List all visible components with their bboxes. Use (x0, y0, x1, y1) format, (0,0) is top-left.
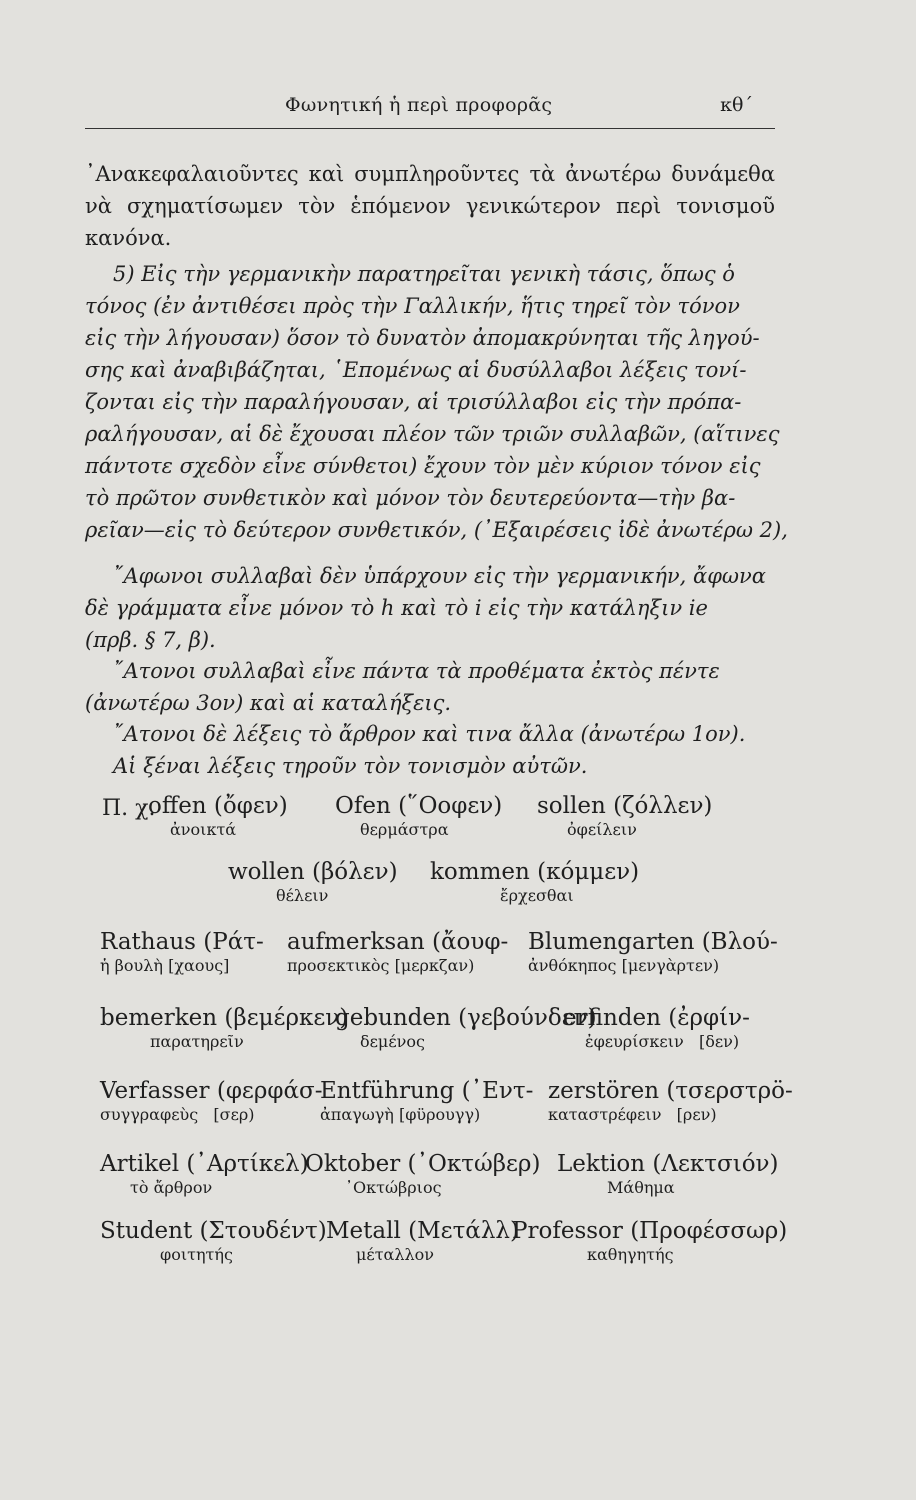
example-entry (100, 1150, 309, 1198)
example-word: wollen (βόλεν) (228, 859, 398, 885)
example-gloss: δεμένος (360, 1032, 425, 1051)
example-word: Lektion (Λεκτσιόν) (557, 1151, 779, 1177)
example-entry (100, 928, 264, 976)
example-entry (100, 1004, 348, 1052)
example-entry (100, 1077, 322, 1125)
example-word: zerstören (τσερστρö- (548, 1078, 793, 1104)
rule-9-paragraph (85, 750, 775, 782)
example-gloss: καταστρέφειν [ρεν) (548, 1105, 717, 1124)
example-gloss: τὸ ἄρθρον (130, 1178, 213, 1197)
example-gloss: συγγραφεὺς [σερ) (100, 1105, 255, 1124)
example-gloss: παρατηρεῖν (150, 1032, 244, 1051)
example-row (0, 1150, 916, 1210)
text-line: ρεῖαν—εἰς τὸ δεύτερον συνθετικόν, (᾿Εξαιρέσεις ἰδὲ ἀνωτέρω 2), (85, 518, 788, 542)
example-entry (228, 858, 398, 906)
text-line: νὰ σχηματίσωμεν τὸν ἑπόμενον γενικώτερον περὶ τονισμοῦ (85, 194, 775, 218)
example-gloss: ἔρχεσθαι (500, 886, 574, 905)
example-gloss: Μάθημα (607, 1178, 675, 1197)
text-line: πάντοτε σχεδὸν εἶνε σύνθετοι) ἔχουν τὸν μὲν κύριον τόνον εἰς (85, 454, 761, 478)
example-entry (305, 1150, 540, 1198)
text-line: κανόνα. (85, 226, 172, 250)
text-line: σης καὶ ἀναβιβάζηται, ῾Επομένως αἱ δυσύλλαβοι λέξεις τονί- (85, 358, 747, 382)
example-entry (537, 792, 712, 840)
example-entry (430, 858, 639, 906)
text-line: (πρβ. § 7, β). (85, 628, 216, 652)
rule-5-paragraph (85, 258, 788, 546)
example-word: Rathaus (Ράτ- (100, 929, 264, 955)
example-gloss: προσεκτικὸς [μερκζαν) (287, 956, 475, 975)
example-entry (563, 1004, 750, 1052)
text-line: τόνος (ἐν ἀντιθέσει πρὸς τὴν Γαλλικήν, ἥτις τηρεῖ τὸν τόνον (85, 294, 740, 318)
example-gloss: καθηγητής (587, 1245, 674, 1264)
rule-6-paragraph (85, 560, 775, 656)
example-entry (148, 792, 288, 840)
example-entry (335, 1004, 597, 1052)
example-gloss: μέταλλον (356, 1245, 434, 1264)
rule-8-paragraph (85, 718, 775, 750)
example-entry (528, 928, 778, 976)
page-header (85, 88, 775, 128)
intro-paragraph (85, 158, 775, 254)
example-entry (512, 1217, 787, 1265)
example-row (0, 1077, 916, 1137)
example-gloss: ἀνοικτά (170, 820, 237, 839)
page-number: κθ΄ (720, 94, 753, 116)
example-entry (287, 928, 508, 976)
text-line: ζονται εἰς τὴν παραλήγουσαν, αἱ τρισύλλαβοι εἰς τὴν πρόπα- (85, 390, 742, 414)
text-line: δὲ γράμματα εἶνε μόνον τὸ h καὶ τὸ i εἰς τὴν κατάληξιν ie (85, 596, 708, 620)
example-word: erfinden (ἐρφίν- (563, 1005, 750, 1031)
example-word: Oktober (᾿Οκτώβερ) (305, 1151, 541, 1177)
text-line: ραλήγουσαν, αἱ δὲ ἔχουσαι πλέον τῶν τριῶν συλλαβῶν, (αἵτινες (85, 422, 780, 446)
example-gloss: θέλειν (276, 886, 329, 905)
examples-label: Π. χ. (102, 796, 156, 821)
example-row (0, 928, 916, 988)
example-entry (320, 1077, 533, 1125)
example-gloss: ᾿Οκτώβριος (345, 1178, 442, 1197)
example-word: Entführung (᾿Εντ- (320, 1078, 534, 1104)
example-word: Ofen (῞Οοφεν) (335, 793, 503, 819)
example-entry (326, 1217, 519, 1265)
text-line: ῎Ατονοι δὲ λέξεις τὸ ἄρθρον καὶ τινα ἄλλα (ἀνωτέρω 1ον). (113, 722, 746, 746)
example-gloss: ὀφείλειν (567, 820, 637, 839)
example-word: Blumengarten (Βλού- (528, 929, 778, 955)
text-line: Αἱ ξέναι λέξεις τηροῦν τὸν τονισμὸν αὐτῶν. (113, 754, 588, 778)
example-word: sollen (ζόλλεν) (537, 793, 713, 819)
example-row (0, 1004, 916, 1064)
example-word: Verfasser (φερφάσ- (100, 1078, 323, 1104)
rule-7-paragraph (85, 655, 775, 719)
example-gloss: ἀπαγωγὴ [φϋρουγγ) (320, 1105, 481, 1124)
example-row (0, 858, 916, 918)
example-word: kommen (κόμμεν) (430, 859, 640, 885)
text-line: τὸ πρῶτον συνθετικὸν καὶ μόνον τὸν δευτερεύοντα—τὴν βα- (85, 486, 736, 510)
header-rule (85, 128, 775, 129)
example-entry (100, 1217, 327, 1265)
example-word: gebunden (γεβούνδεν) (335, 1005, 597, 1031)
example-entry (335, 792, 502, 840)
example-gloss: φοιτητής (160, 1245, 233, 1264)
example-entry (557, 1150, 779, 1198)
text-line: (ἀνωτέρω 3ον) καὶ αἱ καταλήξεις. (85, 691, 452, 715)
text-line: ᾿Ανακεφαλαιοῦντες καὶ συμπληροῦντες τὰ ἀνωτέρω δυνάμεθα (85, 162, 775, 186)
running-title: Φωνητική ἡ περὶ προφορᾶς (285, 94, 553, 116)
example-gloss: θερμάστρα (360, 820, 449, 839)
example-word: Artikel (᾿Αρτίκελ) (100, 1151, 309, 1177)
example-word: offen (ὄφεν) (148, 793, 288, 819)
example-word: bemerken (βεμέρκεν) (100, 1005, 349, 1031)
text-line: εἰς τὴν λήγουσαν) ὅσον τὸ δυνατὸν ἀπομακρύνηται τῆς ληγού- (85, 326, 760, 350)
text-line: ῎Ατονοι συλλαβαὶ εἶνε πάντα τὰ προθέματα ἐκτὸς πέντε (113, 659, 720, 683)
example-gloss: ἐφευρίσκειν [δεν) (585, 1032, 740, 1051)
text-line: ῎Αφωνοι συλλαβαὶ δὲν ὑπάρχουν εἰς τὴν γερμανικήν, ἄφωνα (113, 564, 766, 588)
example-gloss: ἡ βουλὴ [χαους] (100, 956, 230, 975)
example-word: Student (Στουδέντ) (100, 1218, 327, 1244)
example-word: Metall (Μετάλλ) (326, 1218, 519, 1244)
example-entry (548, 1077, 793, 1125)
example-row (0, 792, 916, 852)
example-row (0, 1217, 916, 1277)
text-line: 5) Εἰς τὴν γερμανικὴν παρατηρεῖται γενικὴ τάσις, ὅπως ὁ (113, 262, 735, 286)
example-word: Professor (Προφέσσωρ) (512, 1218, 788, 1244)
example-gloss: ἀνθόκηπος [μενγὰρτεν) (528, 956, 720, 975)
example-word: aufmerksan (ἄουφ- (287, 929, 509, 955)
